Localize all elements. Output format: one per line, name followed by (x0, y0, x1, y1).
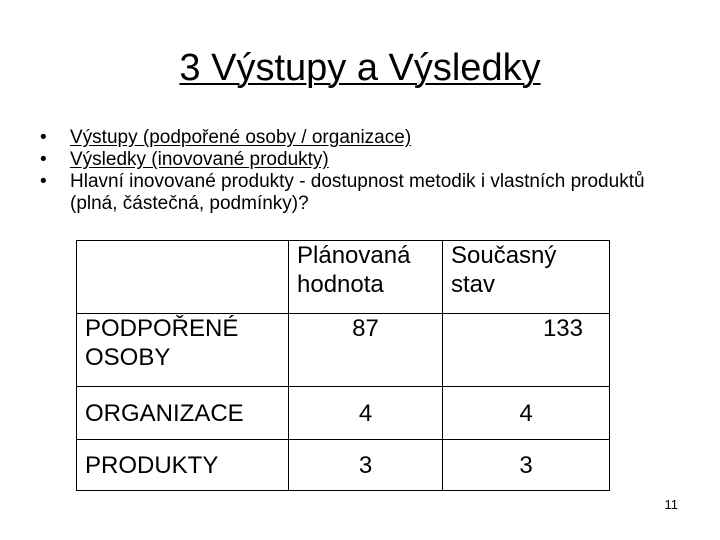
bullet-list (30, 127, 670, 215)
bullet-item (30, 149, 670, 171)
table-header-cell: Současný stav (443, 241, 610, 314)
table-cell-planned: 3 (289, 440, 443, 491)
bullet-dot-icon: • (40, 127, 47, 148)
table-header-cell (77, 241, 289, 314)
table-cell-planned: 87 (289, 314, 443, 387)
table-cell-current: 3 (443, 440, 610, 491)
bullet-text: Výsledky (inovované produkty) (70, 149, 329, 170)
bullet-dot-icon: • (40, 149, 47, 170)
table-row (77, 314, 610, 387)
results-table (76, 240, 610, 491)
page-number: 11 (664, 497, 678, 512)
bullet-text: Hlavní inovované produkty - dostupnost metodik i vlastních produktů (plná, částečná, podmínky)? (70, 171, 645, 214)
bullet-item (30, 127, 670, 149)
bullet-item (30, 171, 670, 215)
table-row (77, 387, 610, 440)
table-cell-planned: 4 (289, 387, 443, 440)
table-cell-current: 133 (443, 314, 610, 387)
table-row-label: ORGANIZACE (77, 387, 289, 440)
table-row-label: PODPOŘENÉ OSOBY (77, 314, 289, 387)
bullet-text: Výstupy (podpořené osoby / organizace) (70, 127, 412, 148)
table-row-label: PRODUKTY (77, 440, 289, 491)
slide-title-text: 3 Výstupy a Výsledky (179, 47, 541, 89)
table-header-row (77, 241, 610, 314)
slide-title (0, 44, 720, 92)
table-cell-current: 4 (443, 387, 610, 440)
table-row (77, 440, 610, 491)
table-header-cell: Plánovaná hodnota (289, 241, 443, 314)
bullet-dot-icon: • (40, 171, 47, 192)
